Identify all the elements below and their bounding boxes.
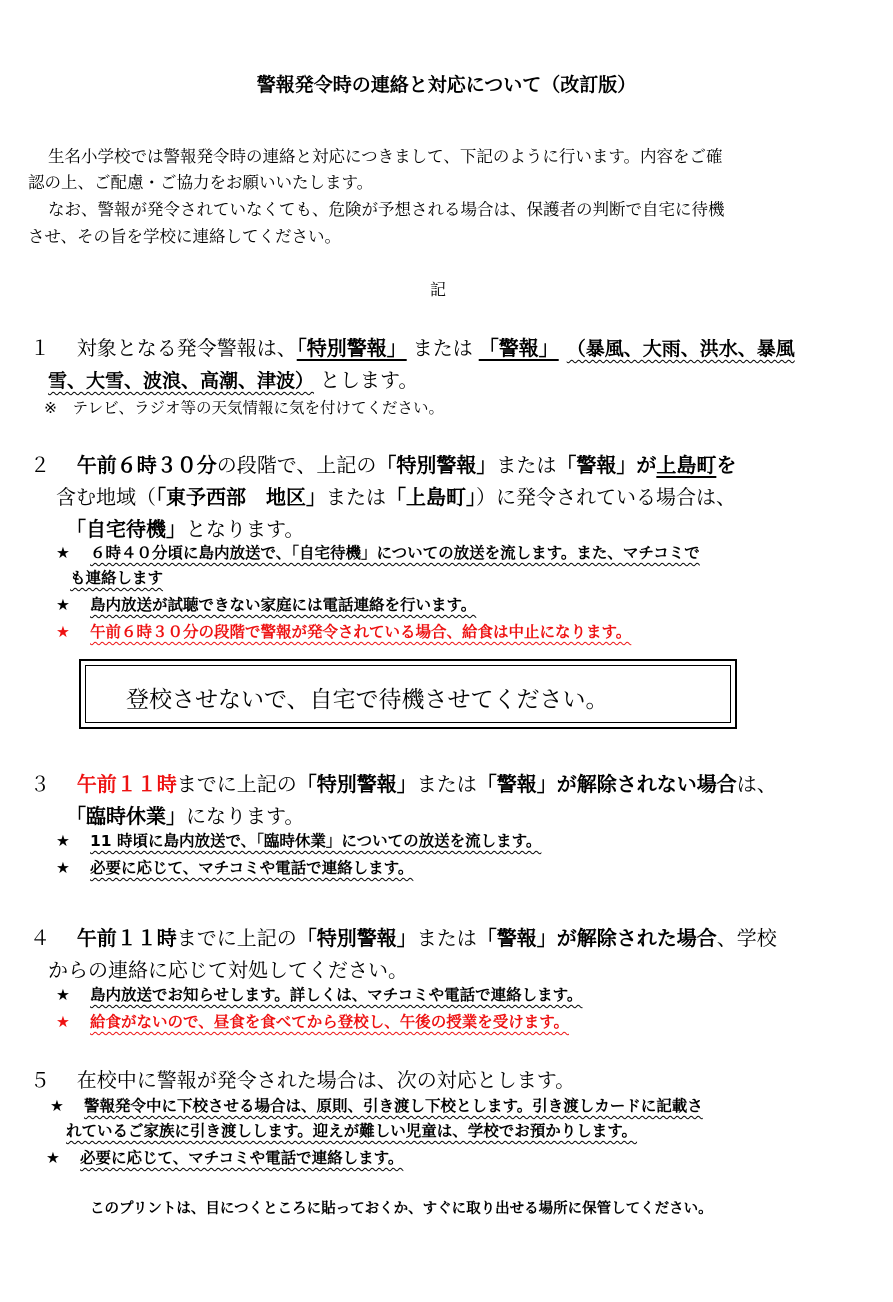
section-4-text-2: 、学校 bbox=[716, 926, 777, 950]
section-4-star-2 bbox=[56, 1010, 569, 1032]
section-5-number: ５ bbox=[30, 1068, 50, 1092]
instruction-box-text: 登校させないで、自宅で待機させてください。 bbox=[126, 687, 609, 713]
section-3-line-1 bbox=[30, 768, 777, 797]
instruction-box bbox=[79, 659, 737, 729]
section-3-number: ３ bbox=[30, 772, 50, 796]
special-warning-label: 「特別警報」 bbox=[296, 926, 417, 950]
star-icon: ★ bbox=[50, 1097, 64, 1115]
section-2-line-3 bbox=[66, 513, 304, 542]
warning-label: 「警報」 bbox=[476, 772, 557, 796]
special-warning-label: 「特別警報」 bbox=[296, 336, 407, 360]
temporary-closure-label: 「臨時休業」 bbox=[66, 804, 186, 828]
section-2-star-1-text-2: も連絡します bbox=[70, 569, 164, 587]
section-5-star-1-text-2: れているご家族に引き渡しします。迎えが難しい児童は、学校でお預かりします。 bbox=[66, 1122, 638, 1140]
intro-line-3: なお、警報が発令されていなくても、危険が予想される場合は、保護者の判断で自宅に待機 bbox=[48, 200, 725, 219]
special-warning-label: 「特別警報」 bbox=[296, 772, 417, 796]
intro-line-2: 認の上、ご配慮・ご協力をお願いいたします。 bbox=[28, 173, 374, 192]
section-3-star-2 bbox=[56, 856, 413, 878]
section-1-note: ※ テレビ、ラジオ等の天気情報に気を付けてください。 bbox=[44, 399, 445, 417]
section-1-number: １ bbox=[30, 336, 50, 360]
home-standby-label: 「自宅待機」 bbox=[66, 517, 186, 541]
section-2-star-1 bbox=[56, 541, 700, 563]
section-5-line-1 bbox=[30, 1064, 575, 1093]
time-1100: 午前１１時 bbox=[76, 926, 177, 950]
section-3-star-2-text: 必要に応じて、マチコミや電話で連絡します。 bbox=[90, 859, 414, 877]
section-3-or: または bbox=[416, 772, 477, 796]
warning-types-cont: 雪、大雪、波浪、高潮、津波） bbox=[48, 370, 315, 392]
section-1-end: とします。 bbox=[320, 368, 419, 392]
toyo-west-area: 「東予西部 地区」 bbox=[156, 485, 326, 509]
section-2-wo: を bbox=[716, 453, 737, 477]
section-3-star-1 bbox=[56, 829, 541, 851]
section-2-ga: が bbox=[636, 453, 657, 477]
star-icon: ★ bbox=[56, 986, 70, 1004]
time-0630: 午前６時３０分 bbox=[76, 453, 217, 477]
page-title: 警報発令時の連絡と対応について（改訂版） bbox=[256, 74, 637, 96]
star-icon: ★ bbox=[56, 859, 70, 877]
section-4-line-1 bbox=[30, 922, 777, 951]
section-3-text-2: は、 bbox=[736, 772, 777, 796]
time-1100: 午前１１時 bbox=[76, 772, 177, 796]
kamijima-town: 上島町 bbox=[656, 453, 717, 477]
special-warning-label: 「特別警報」 bbox=[376, 453, 497, 477]
star-icon: ★ bbox=[46, 1149, 60, 1167]
section-1-text: 対象となる発令警報は、 bbox=[76, 336, 297, 360]
section-5-star-1-text: 警報発令中に下校させる場合は、原則、引き渡し下校とします。引き渡しカードに記載さ bbox=[84, 1097, 703, 1115]
section-2-star-2 bbox=[56, 593, 476, 615]
lunch-cancel-note: 午前６時３０分の段階で警報が発令されている場合、給食は中止になります。 bbox=[90, 623, 632, 641]
section-3-text-3: になります。 bbox=[186, 804, 305, 828]
section-3-line-2 bbox=[66, 800, 304, 829]
section-5-star-1-cont bbox=[66, 1119, 637, 1141]
section-3-star-1-text: 11 時頃に島内放送で、「臨時休業」についての放送を流します。 bbox=[90, 832, 542, 850]
section-2-text-2: 含む地域（ bbox=[56, 485, 156, 509]
section-2-text: の段階で、上記の bbox=[216, 453, 377, 477]
section-2-line-1 bbox=[30, 449, 736, 478]
section-4-star-1-text: 島内放送でお知らせします。詳しくは、マチコミや電話で連絡します。 bbox=[90, 986, 583, 1004]
instruction-box-inner bbox=[85, 665, 731, 723]
warning-label: 「警報」 bbox=[556, 453, 637, 477]
section-2-line-2 bbox=[56, 481, 736, 510]
section-5-star-2-text: 必要に応じて、マチコミや電話で連絡します。 bbox=[80, 1149, 404, 1167]
section-4-star-1 bbox=[56, 983, 582, 1005]
footer-note: このプリントは、目につくところに貼っておくか、すぐに取り出せる場所に保管してください。 bbox=[90, 1201, 713, 1217]
star-icon: ★ bbox=[56, 832, 70, 850]
section-2-star-2-text: 島内放送が試聴できない家庭には電話連絡を行います。 bbox=[90, 596, 477, 614]
section-2-text-3: ）に発令されている場合は、 bbox=[476, 485, 736, 509]
section-4-or: または bbox=[416, 926, 477, 950]
section-2-or-2: または bbox=[326, 485, 386, 509]
kamijima-label: 「上島町」 bbox=[386, 485, 476, 509]
section-5-text: 在校中に警報が発令された場合は、次の対応とします。 bbox=[76, 1068, 576, 1092]
section-2-or: または bbox=[496, 453, 557, 477]
section-2-star-3 bbox=[56, 620, 631, 642]
section-2-text-4: となります。 bbox=[186, 517, 305, 541]
star-icon: ★ bbox=[56, 623, 70, 641]
star-icon: ★ bbox=[56, 544, 70, 562]
section-3-text: までに上記の bbox=[176, 772, 297, 796]
warning-label: 「警報」 bbox=[478, 336, 559, 360]
section-4-line-2: からの連絡に応じて対処してください。 bbox=[48, 958, 408, 982]
star-icon: ★ bbox=[56, 596, 70, 614]
section-1-line-2 bbox=[48, 364, 418, 393]
section-5-star-2 bbox=[46, 1146, 403, 1168]
section-2-number: ２ bbox=[30, 453, 50, 477]
section-4-number: ４ bbox=[30, 926, 50, 950]
section-1-or: または bbox=[412, 336, 473, 360]
section-4-text: までに上記の bbox=[176, 926, 297, 950]
star-icon: ★ bbox=[56, 1013, 70, 1031]
lunch-none-note: 給食がないので、昼食を食べてから登校し、午後の授業を受けます。 bbox=[90, 1013, 569, 1031]
warning-label: 「警報」 bbox=[476, 926, 557, 950]
intro-line-1: 生名小学校では警報発令時の連絡と対応につきまして、下記のように行います。内容をご確 bbox=[48, 147, 723, 166]
lifted-label: が解除された場合 bbox=[556, 926, 717, 950]
section-5-star-1 bbox=[50, 1094, 703, 1116]
warning-types: （暴風、大雨、洪水、暴風 bbox=[566, 338, 795, 360]
not-lifted-label: が解除されない場合 bbox=[556, 772, 737, 796]
intro-line-4: させ、その旨を学校に連絡してください。 bbox=[28, 227, 342, 246]
ki-heading: 記 bbox=[430, 280, 447, 299]
section-2-star-1-text: ６時４０分頃に島内放送で、「自宅待機」についての放送を流します。また、マチコミで bbox=[90, 544, 700, 562]
section-2-star-1-cont bbox=[70, 566, 163, 588]
section-1-line-1 bbox=[30, 332, 795, 361]
